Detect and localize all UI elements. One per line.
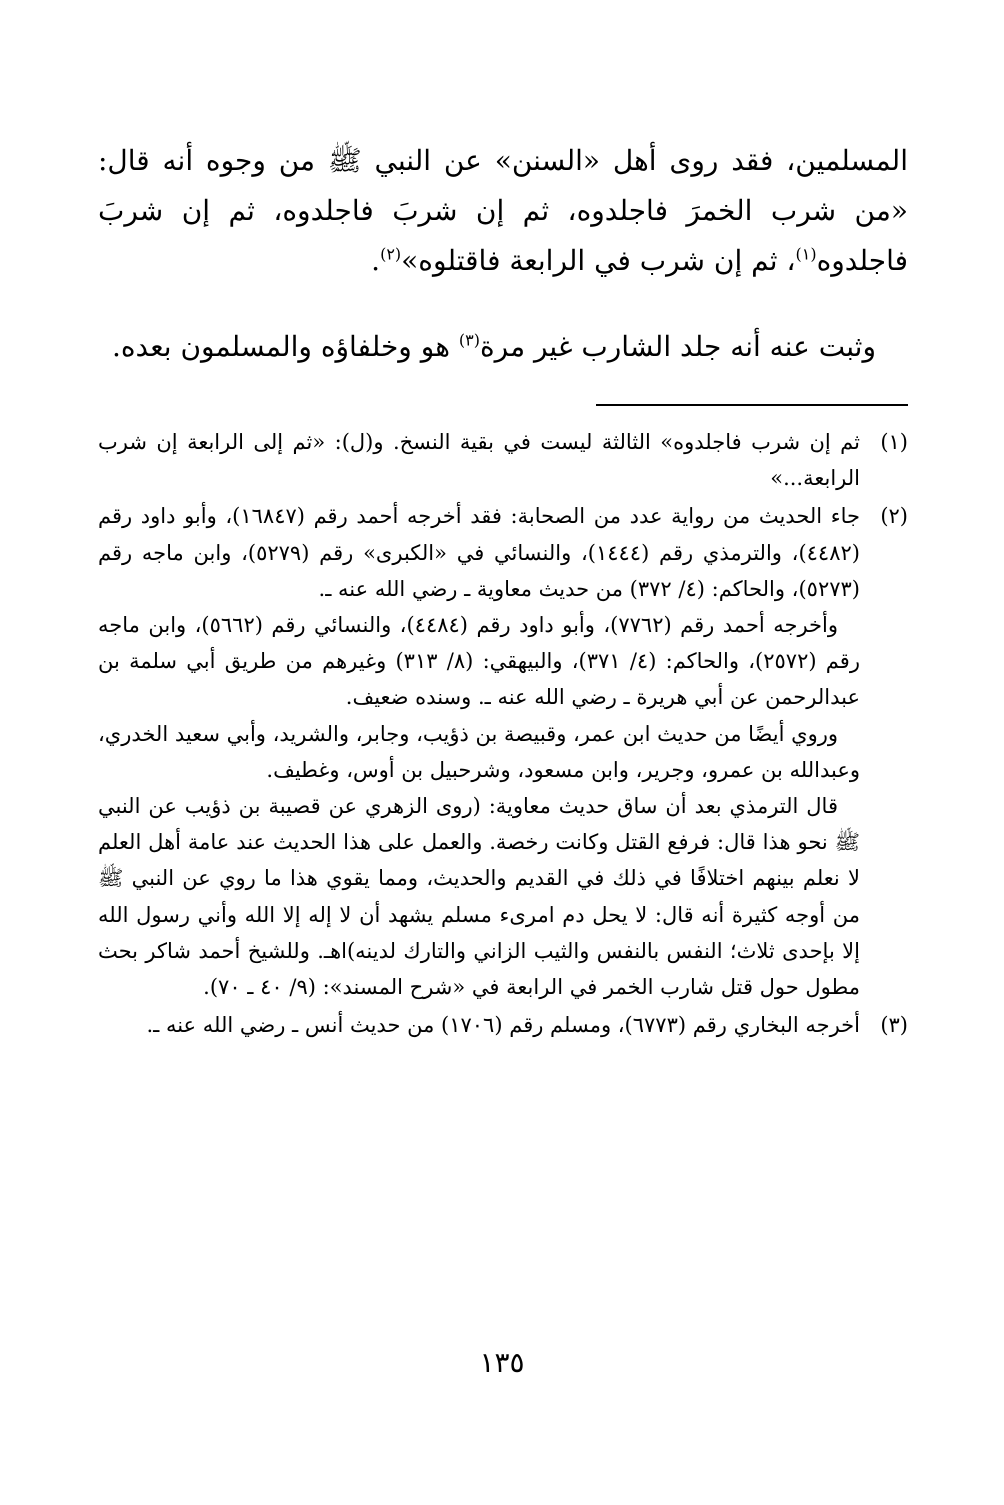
footnote-2-para-1: جاء الحديث من رواية عدد من الصحابة: فقد أخرجه أحمد رقم (١٦٨٤٧)، وأبو داود رقم (٤٤٨٢)، والترمذي رقم (١٤٤٤)، والنسائي في «الكبرى» رقم (٥٢٧٩)، وابن ماجه رقم (٥٢٧٣)، والحاكم: (٤/ ٣٧٢) من حديث معاوية ـ رضي الله عنه ـ. xyxy=(98,504,860,601)
footnote-ref-2[interactable]: (٢) xyxy=(380,244,402,264)
main-p1-text-a: المسلمين، فقد روى أهل «السنن» عن النبي ﷺ من وجوه أنه قال: «من شرب الخمرَ فاجلدوه، ثم إن شربَ فاجلدوه، ثم إن شربَ فاجلدوه xyxy=(98,144,908,277)
main-p2-text-a: وثبت عنه أنه جلد الشارب غير مرة xyxy=(479,330,876,363)
footnote-ref-1[interactable]: (١) xyxy=(795,244,817,264)
footnote-2-para-3: وروي أيضًا من حديث ابن عمر، وقبيصة بن ذؤيب، وجابر، والشريد، وأبي سعيد الخدري، وعبدالله بن عمرو، وجرير، وابن مسعود، وشرحبيل بن أوس، وغطيف. xyxy=(98,721,860,782)
main-p1-text-c: . xyxy=(371,244,381,277)
footnote-3-number: (٣) xyxy=(880,1013,908,1038)
page-number: ١٣٥ xyxy=(479,1346,525,1379)
footnote-1 xyxy=(98,424,908,496)
main-paragraph-2 xyxy=(98,322,876,372)
main-p1-text-b: ، ثم إن شرب في الرابعة فاقتلوه» xyxy=(401,244,796,277)
footnote-2-number: (٢) xyxy=(880,504,908,529)
footnote-3-text: أخرجه البخاري رقم (٦٧٧٣)، ومسلم رقم (١٧٠٦) من حديث أنس ـ رضي الله عنه ـ. xyxy=(146,1013,860,1038)
footnote-separator xyxy=(596,404,908,406)
main-p2-text-b: هو وخلفاؤه والمسلمون بعده. xyxy=(111,330,459,363)
footnote-2-para-4: قال الترمذي بعد أن ساق حديث معاوية: (روى الزهري عن قصيبة بن ذؤيب عن النبي ﷺ نحو هذا قال: فرفع القتل وكانت رخصة. والعمل على هذا الحديث عند عامة أهل العلم لا نعلم بينهم اختلافًا في ذلك في القديم والحديث، ومما يقوي هذا ما روي عن النبي ﷺ من أوجه كثيرة أنه قال: لا يحل دم امرىء مسلم يشهد أن لا إله إلا الله وأني رسول الله إلا بإحدى ثلاث؛ النفس بالنفس والثيب الزاني والتارك لدينه)اهـ. وللشيخ أحمد شاكر بحث مطول حول قتل شارب الخمر في الرابعة في «شرح المسند»: (٩/ ٤٠ ـ ٧٠). xyxy=(98,794,860,1000)
footnote-1-number: (١) xyxy=(880,430,908,454)
footnotes-section xyxy=(98,424,908,1043)
footnote-3 xyxy=(98,1007,908,1043)
footnote-2-para-2: وأخرجه أحمد رقم (٧٧٦٢)، وأبو داود رقم (٤٤٨٤)، والنسائي رقم (٥٦٦٢)، وابن ماجه رقم (٢٥٧٢)، والحاكم: (٤/ ٣٧١)، والبيهقي: (٨/ ٣١٣) وغيرهم من طريق أبي سلمة بن عبدالرحمن عن أبي هريرة ـ رضي الله عنه ـ. وسنده ضعيف. xyxy=(98,613,860,710)
footnote-ref-3[interactable]: (٣) xyxy=(458,330,480,350)
footnote-2 xyxy=(98,498,908,1005)
footnote-1-text: ثم إن شرب فاجلدوه» الثالثة ليست في بقية النسخ. و(ل): «ثم إلى الرابعة إن شرب الرابعة...» xyxy=(98,430,860,491)
main-paragraph-1 xyxy=(98,136,908,286)
